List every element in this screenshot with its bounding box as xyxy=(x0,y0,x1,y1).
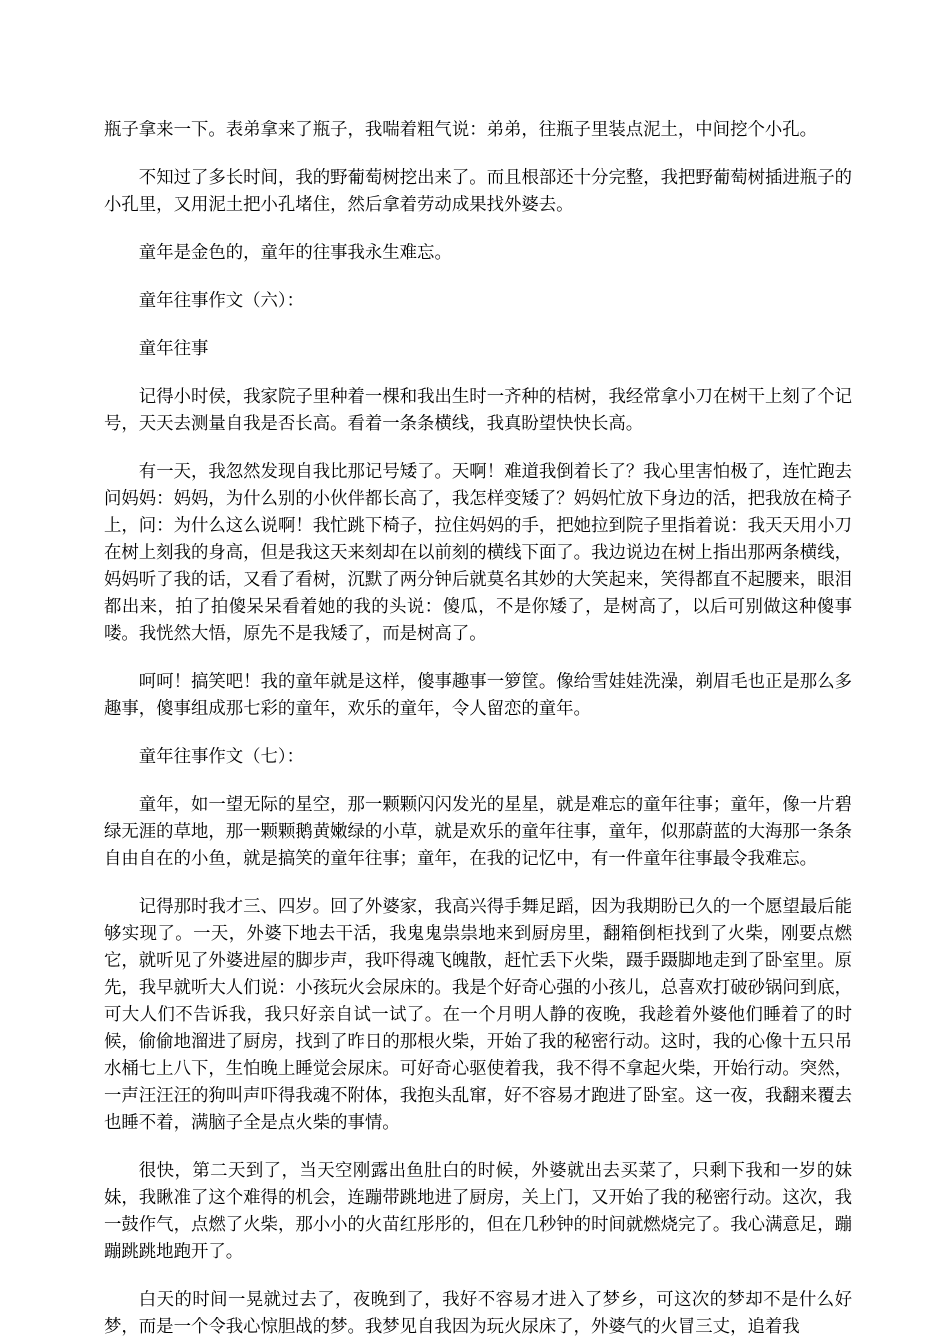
essay-title: 童年往事 xyxy=(138,339,209,359)
section-heading: 童年往事作文（六）： xyxy=(138,291,305,311)
paragraph: 不知过了多长时间，我的野葡萄树挖出来了。而且根部还十分完整，我把野葡萄树插进瓶子的小孔里，又用泥土把小孔堵住，然后拿着劳动成果找外婆去。 xyxy=(104,168,852,215)
paragraph: 很快，第二天到了，当天空刚露出鱼肚白的时候，外婆就出去买菜了，只剩下我和一岁的妹妹，我瞅准了这个难得的机会，连蹦带跳地进了厨房，关上门，又开始了我的秘密行动。这次，我一鼓作气，点燃了火柴，那小小的火苗红彤彤的，但在几秒钟的时间就燃烧完了。我心满意足，蹦蹦跳跳地跑开了。 xyxy=(104,1161,852,1262)
paragraph: 有一天，我忽然发现自我比那记号矮了。天啊！难道我倒着长了？我心里害怕极了，连忙跑去问妈妈：妈妈，为什么别的小伙伴都长高了，我怎样变矮了？妈妈忙放下身边的活，把我放在椅子上，问：为什么这么说啊！我忙跳下椅子，拉住妈妈的手，把她拉到院子里指着说：我天天用小刀在树上刻我的身高，但是我这天来刻却在以前刻的横线下面了。我边说边在树上指出那两条横线，妈妈听了我的话，又看了看树，沉默了两分钟后就莫名其妙的大笑起来，笑得都直不起腰来，眼泪都出来，拍了拍傻呆呆看着她的我的头说：傻瓜，不是你矮了，是树高了，以后可别做这种傻事喽。我恍然大悟，原先不是我矮了，而是树高了。 xyxy=(104,462,852,644)
paragraph: 童年是金色的，童年的往事我永生难忘。 xyxy=(138,243,452,263)
section-heading: 童年往事作文（七）： xyxy=(138,747,305,767)
paragraph: 记得那时我才三、四岁。回了外婆家，我高兴得手舞足蹈，因为我期盼已久的一个愿望最后能够实现了。一天，外婆下地去干活，我鬼鬼祟祟地来到厨房里，翻箱倒柜找到了火柴，刚要点燃它，就听见了外婆进屋的脚步声，我吓得魂飞魄散，赶忙丢下火柴，蹑手蹑脚地走到了卧室里。原先，我早就听大人们说：小孩玩火会尿床的。我是个好奇心强的小孩儿，总喜欢打破砂锅问到底，可大人们不告诉我，我只好亲自试一试了。在一个月明人静的夜晚，我趁着外婆他们睡着了的时候，偷偷地溜进了厨房，找到了昨日的那根火柴，开始了我的秘密行动。这时，我的心像十五只吊水桶七上八下，生怕晚上睡觉会尿床。可好奇心驱使着我，我不得不拿起火柴，开始行动。突然，一声汪汪汪的狗叫声吓得我魂不附体，我抱头乱窜，好不容易才跑进了卧室。这一夜，我翻来覆去也睡不着，满脑子全是点火柴的事情。 xyxy=(104,897,852,1133)
paragraph: 记得小时侯，我家院子里种着一棵和我出生时一齐种的桔树，我经常拿小刀在树干上刻了个记号，天天去测量自我是否长高。看着一条条横线，我真盼望快快长高。 xyxy=(104,387,852,434)
paragraph: 白天的时间一晃就过去了，夜晚到了，我好不容易才进入了梦乡，可这次的梦却不是什么好梦，而是一个令我心惊胆战的梦。我梦见自我因为玩火尿床了，外婆气的火冒三丈，追着我 xyxy=(104,1290,852,1337)
paragraph: 瓶子拿来一下。表弟拿来了瓶子，我喘着粗气说：弟弟，往瓶子里装点泥土，中间挖个小孔。 xyxy=(104,120,818,140)
paragraph: 呵呵！搞笑吧！我的童年就是这样，傻事趣事一箩筐。像给雪娃娃洗澡，剃眉毛也正是那么多趣事，傻事组成那七彩的童年，欢乐的童年，令人留恋的童年。 xyxy=(104,672,852,719)
paragraph: 童年，如一望无际的星空，那一颗颗闪闪发光的星星，就是难忘的童年往事；童年，像一片碧绿无涯的草地，那一颗颗鹅黄嫩绿的小草，就是欢乐的童年往事，童年，似那蔚蓝的大海那一条条自由自在的小鱼，就是搞笑的童年往事；童年，在我的记忆中，有一件童年往事最令我难忘。 xyxy=(104,795,852,869)
